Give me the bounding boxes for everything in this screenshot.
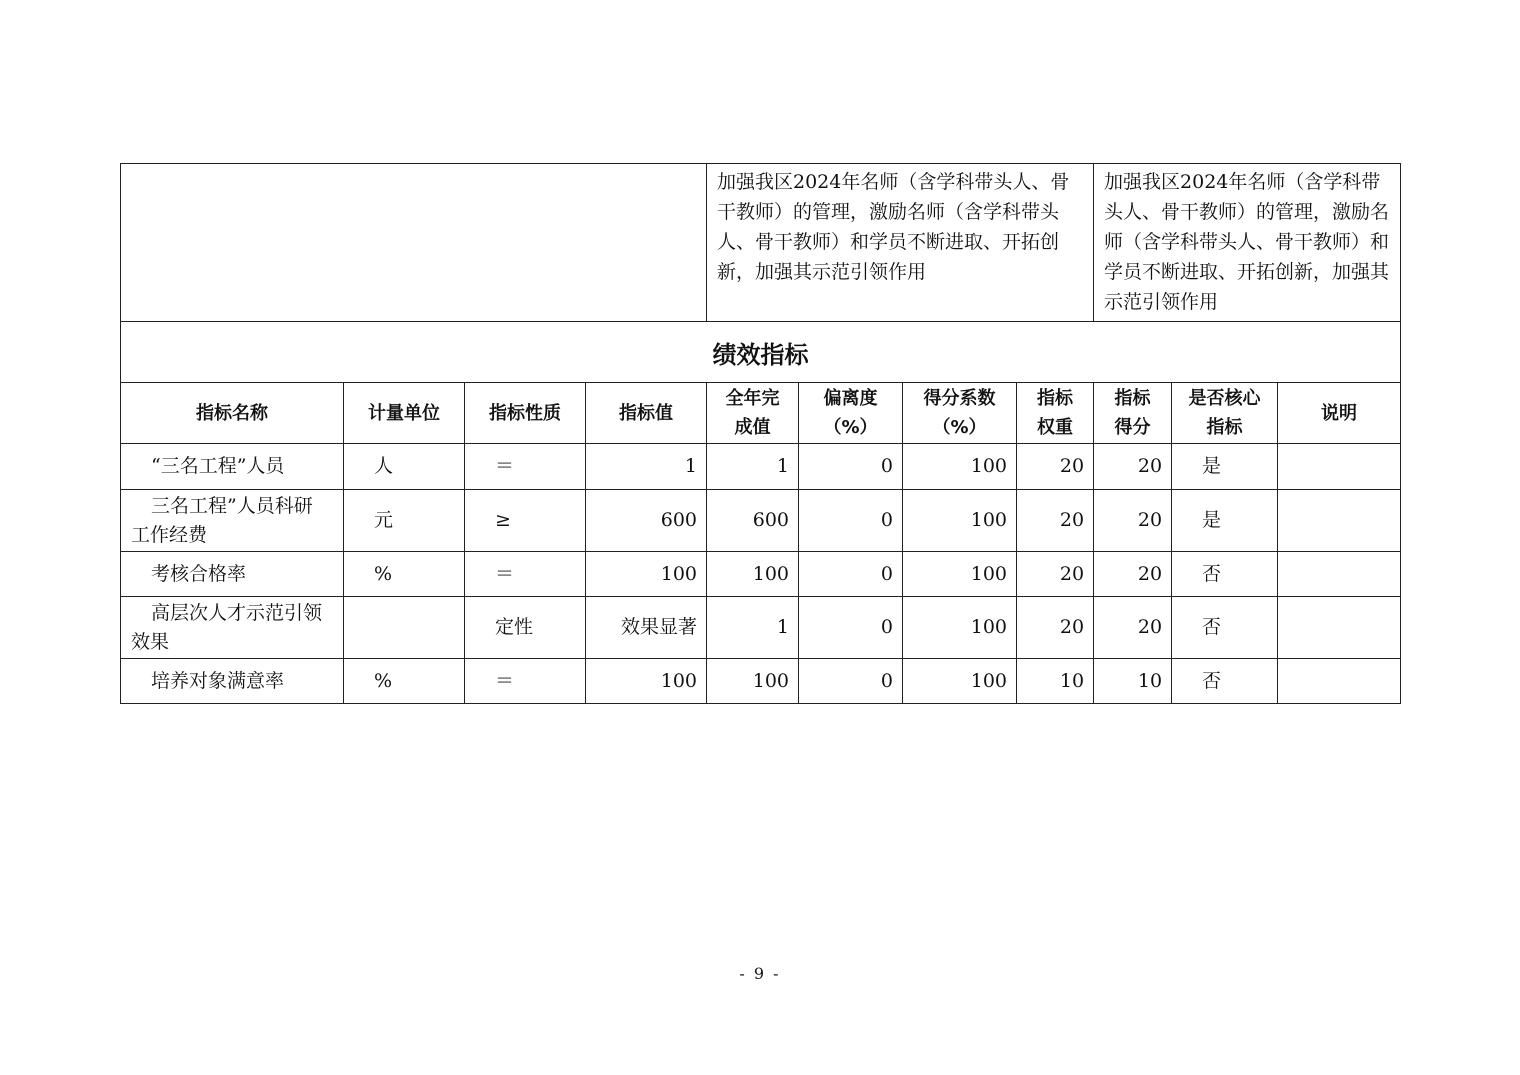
cell-name: 考核合格率	[121, 552, 344, 597]
cell-name: 高层次人才示范引领 效果	[121, 597, 344, 659]
cell-score-coef: 100	[903, 659, 1017, 704]
table-row	[121, 552, 1401, 597]
cell-core: 是	[1172, 490, 1278, 552]
section-title: 绩效指标	[121, 322, 1401, 383]
cell-core: 否	[1172, 597, 1278, 659]
cell-unit	[344, 597, 465, 659]
cell-unit: 人	[344, 444, 465, 490]
cell-note	[1278, 490, 1401, 552]
cell-nature: ≥	[465, 490, 586, 552]
cell-value: 600	[586, 490, 707, 552]
cell-unit: %	[344, 659, 465, 704]
cell-score: 20	[1094, 444, 1172, 490]
cell-score-coef: 100	[903, 552, 1017, 597]
header-deviation: 偏离度 （%）	[799, 383, 903, 444]
table-row	[121, 490, 1401, 552]
cell-unit: 元	[344, 490, 465, 552]
performance-table	[120, 163, 1401, 704]
cell-value: 100	[586, 659, 707, 704]
cell-score: 20	[1094, 490, 1172, 552]
goal-right-text: 加强我区2024年名师（含学科带头人、骨干教师）的管理，激励名师（含学科带头人、骨干教师）和学员不断进取、开拓创新，加强其示范引领作用	[1104, 171, 1390, 313]
cell-score-coef: 100	[903, 490, 1017, 552]
goal-row	[121, 164, 1401, 322]
header-value: 指标值	[586, 383, 707, 444]
header-core: 是否核心 指标	[1172, 383, 1278, 444]
goal-left-cell	[121, 164, 707, 322]
cell-completed: 600	[707, 490, 799, 552]
cell-score: 20	[1094, 552, 1172, 597]
cell-weight: 20	[1017, 444, 1094, 490]
table-row	[121, 444, 1401, 490]
cell-unit: %	[344, 552, 465, 597]
header-nature: 指标性质	[465, 383, 586, 444]
section-title-row	[121, 322, 1401, 383]
cell-deviation: 0	[799, 597, 903, 659]
cell-value: 100	[586, 552, 707, 597]
cell-nature: ＝	[465, 444, 586, 490]
cell-weight: 10	[1017, 659, 1094, 704]
cell-value: 效果显著	[586, 597, 707, 659]
cell-nature: ＝	[465, 659, 586, 704]
cell-score: 10	[1094, 659, 1172, 704]
goal-middle-cell	[707, 164, 1094, 322]
header-score: 指标 得分	[1094, 383, 1172, 444]
header-name: 指标名称	[121, 383, 344, 444]
cell-nature: ＝	[465, 552, 586, 597]
cell-core: 否	[1172, 659, 1278, 704]
table-row	[121, 659, 1401, 704]
header-score-coef: 得分系数 （%）	[903, 383, 1017, 444]
cell-weight: 20	[1017, 597, 1094, 659]
cell-note	[1278, 659, 1401, 704]
cell-weight: 20	[1017, 490, 1094, 552]
cell-note	[1278, 444, 1401, 490]
goal-right-cell	[1094, 164, 1401, 322]
cell-completed: 1	[707, 597, 799, 659]
cell-name: 三名工程”人员科研 工作经费	[121, 490, 344, 552]
cell-deviation: 0	[799, 659, 903, 704]
cell-note	[1278, 597, 1401, 659]
header-unit: 计量单位	[344, 383, 465, 444]
cell-score-coef: 100	[903, 597, 1017, 659]
cell-name: “三名工程”人员	[121, 444, 344, 490]
header-note: 说明	[1278, 383, 1401, 444]
header-row	[121, 383, 1401, 444]
cell-completed: 100	[707, 552, 799, 597]
cell-core: 否	[1172, 552, 1278, 597]
goal-middle-text: 加强我区2024年名师（含学科带头人、骨干教师）的管理，激励名师（含学科带头人、骨干教师）和学员不断进取、开拓创新，加强其示范引领作用	[717, 171, 1070, 283]
cell-deviation: 0	[799, 552, 903, 597]
table-row	[121, 597, 1401, 659]
cell-deviation: 0	[799, 490, 903, 552]
cell-weight: 20	[1017, 552, 1094, 597]
cell-name: 培养对象满意率	[121, 659, 344, 704]
cell-value: 1	[586, 444, 707, 490]
header-completed: 全年完 成值	[707, 383, 799, 444]
cell-score-coef: 100	[903, 444, 1017, 490]
page-number: - 9 -	[739, 964, 781, 983]
cell-score: 20	[1094, 597, 1172, 659]
performance-table-sheet	[120, 163, 1400, 704]
cell-completed: 1	[707, 444, 799, 490]
cell-core: 是	[1172, 444, 1278, 490]
cell-note	[1278, 552, 1401, 597]
header-weight: 指标 权重	[1017, 383, 1094, 444]
cell-deviation: 0	[799, 444, 903, 490]
cell-nature: 定性	[465, 597, 586, 659]
cell-completed: 100	[707, 659, 799, 704]
